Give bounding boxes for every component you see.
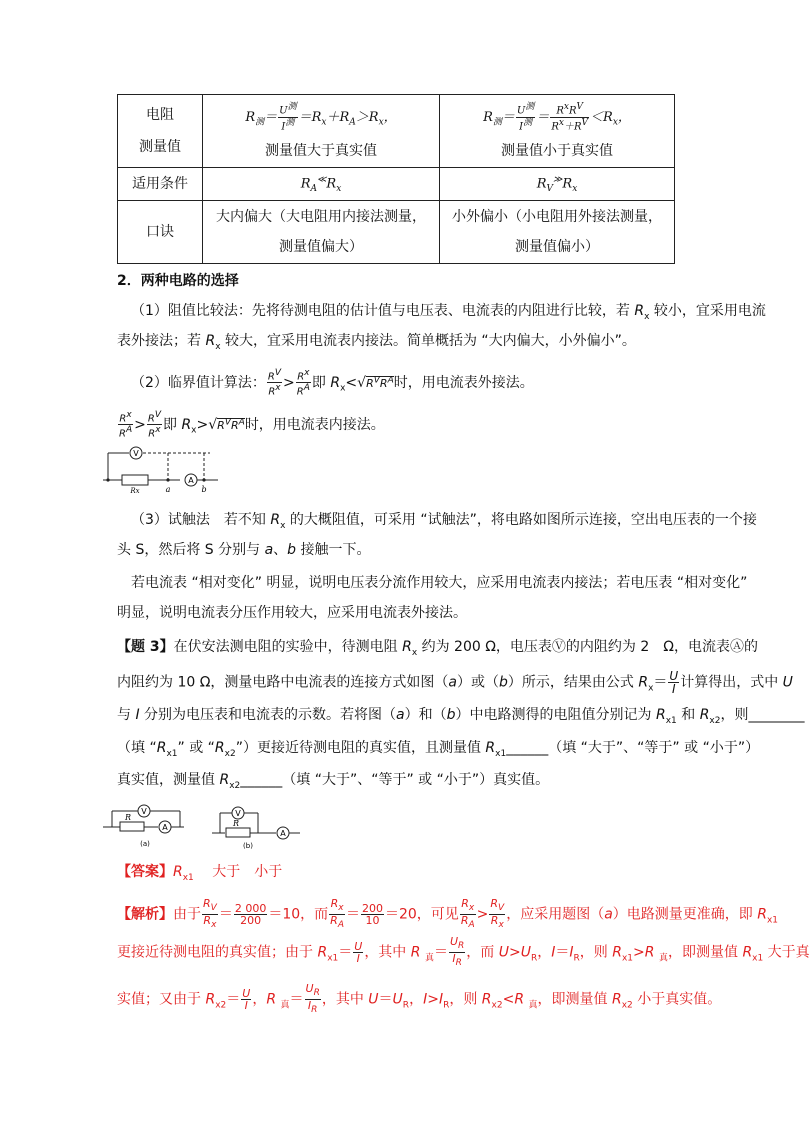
internal-condition: $R_A^≪R_x$: [203, 168, 440, 201]
voltmeter-label: V: [133, 449, 139, 458]
question-line3: 与 I 分别为电压表和电流表的示数。若将图（a）和（b）中电路测得的电阻值分别记为 $R_{x1}$ 和 $R_{x2}$，则________: [117, 707, 805, 726]
external-caption: 测量值小于真实值: [501, 143, 613, 160]
mnemonic-line: 小外偏小（小电阻用外接法测量，: [452, 209, 662, 225]
p3-line2: 头 S，然后将 S 分别与 a、b 接触一下。: [117, 542, 371, 558]
voltmeter-a-label: V: [141, 807, 147, 816]
comparison-table: [117, 94, 675, 264]
question-line2: 内阻约为 10 Ω，测量电路中电流表的连接方式如图（a）或（b）所示，结果由公式 $R_x=$ $\frac{U}{I}$ 计算得出，式中 U: [117, 669, 793, 696]
mnemonic-line: 测量值偏大）: [279, 239, 363, 255]
table-row-resistance: [118, 95, 675, 168]
voltmeter-b-label: V: [235, 809, 241, 818]
internal-formula: $R_测=$ $\frac{U^测}{I^测}$ $=R_x+R_A>R_x$，: [245, 102, 397, 133]
row-label-mnemonic: 口诀: [118, 201, 203, 264]
resistor-label: Rx: [130, 487, 140, 495]
point-b-label: b: [201, 485, 207, 494]
ammeter-b-label: A: [280, 829, 286, 838]
internal-mnemonic: [203, 201, 440, 264]
question-line4: （填 “$R_{x1}$” 或 “$R_{x2}$”）更接近待测电阻的真实值，且测量值 $R_{x1}\_\_\_\_\_\_$（填 “大于”、“等于” 或 “小于”）: [117, 740, 760, 759]
resistor-a-label: R: [124, 813, 132, 822]
analysis-tag: 【解析】: [117, 906, 173, 923]
answer-line: 【答案】$R_{x1}$ 大于 小于: [117, 864, 283, 883]
p2-line1: （2）临界值计算法： $\frac{R^V}{R^x}$ > $\frac{R^x}{R^A}$ 即 $R_x<√R^VR^A$时，用电流表外接法。: [131, 368, 534, 398]
fig-a-label: (a): [140, 840, 150, 848]
question-line5: 真实值，测量值 $R_{x2}\_\_\_\_\_\_$（填 “大于”、“等于” 或 “小于”）真实值。: [117, 772, 550, 791]
internal-formula-cell: [203, 95, 440, 168]
point-a-label: a: [165, 485, 171, 494]
table-row-condition: [118, 168, 675, 201]
external-formula-cell: [440, 95, 675, 168]
p3-line1: （3）试触法 若不知 $R_x$ 的大概阻值，可采用 “试触法”，将电路如图所示连接，空出电压表的一个接: [131, 512, 757, 531]
ammeter-label: A: [188, 476, 194, 485]
external-formula: $R_测=$ $\frac{U^测}{I^测}$ ＝ $\frac{R^xR^V}{R^x+R^V}$ $<R_x$，: [483, 102, 631, 133]
trial-touch-circuit-diagram: [100, 444, 220, 494]
mnemonic-line: 大内偏大（大电阻用内接法测量，: [216, 209, 426, 225]
analysis-line2: 更接近待测电阻的真实值；由于 $R_{x1}=$ $\frac{U}{I}$ ，其中 R $_真$＝ $\frac{U_R}{I_R}$ ，而 $U>U_R$，$I=I_R$，则 $R_{x1}>R$ $_真$，即测量值 $R_{x1}$ 大于真: [117, 935, 810, 969]
external-condition: $R_V^≫R_x$: [440, 168, 675, 201]
row-label-resistance: [118, 95, 203, 168]
question-tag: 【题 3】: [117, 639, 174, 655]
label-line-1: 电阻: [146, 107, 174, 123]
question-circuit-diagrams: [100, 800, 300, 850]
mnemonic-line: 测量值偏小）: [515, 239, 599, 255]
p1-line1: （1）阻值比较法：先将待测电阻的估计值与电压表、电流表的内阻进行比较，若 $R_x$ 较小，宜采用电流: [131, 303, 766, 322]
p4-line2: 明显，说明电流表分压作用较大，应采用电流表外接法。: [117, 605, 467, 621]
resistor-b-label: R: [232, 819, 240, 828]
question-line1: 【题 3】在伏安法测电阻的实验中，待测电阻 $R_x$ 约为 200 Ω，电压表Ⓥ的内阻约为 2 Ω，电流表Ⓐ的: [117, 639, 758, 658]
analysis-line3: 实值；又由于 $R_{x2}=$ $\frac{U}{I}$ ，R $_真$＝ $\frac{U_R}{I_R}$ ，其中 $U=U_R$，$I>I_R$，则 $R_{x2}<R$ $_真$，即测量值 $R_{x2}$ 小于真实值。: [117, 982, 722, 1016]
p4-line1: 若电流表 “相对变化” 明显，说明电压表分流作用较大，应采用电流表内接法；若电压表 “相对变化”: [131, 575, 748, 591]
p2-line2: $\frac{R^x}{R^A}$ > $\frac{R^V}{R^x}$ 即 $R_x>√R^VR^A$时，用电流表内接法。: [119, 410, 385, 440]
label-line-2: 测量值: [139, 139, 181, 155]
section-heading: 2．两种电路的选择: [117, 273, 239, 289]
row-label-condition: 适用条件: [118, 168, 203, 201]
answer-tag: 【答案】: [117, 864, 173, 880]
analysis-line1: 【解析】由于 $\frac{R_V}{R_x}$ ＝ $\frac{2 000}{200}$ ＝10，而 $\frac{R_x}{R_A}$ ＝ $\frac{200}{10}$ ＝20，可见 $\frac{R_x}{R_A}$ > $\frac{R_V}{R_x}$ ，应采用题图（a）电路测量更准确，即 $R_{x1}$: [117, 897, 779, 931]
table-row-mnemonic: [118, 201, 675, 264]
internal-caption: 测量值大于真实值: [265, 143, 377, 160]
external-mnemonic: [440, 201, 675, 264]
ammeter-a-label: A: [162, 823, 168, 832]
p1-line2: 表外接法；若 $R_x$ 较大，宜采用电流表内接法。简单概括为 “大内偏大，小外偏小”。: [117, 333, 636, 352]
fig-b-label: (b): [243, 842, 253, 850]
